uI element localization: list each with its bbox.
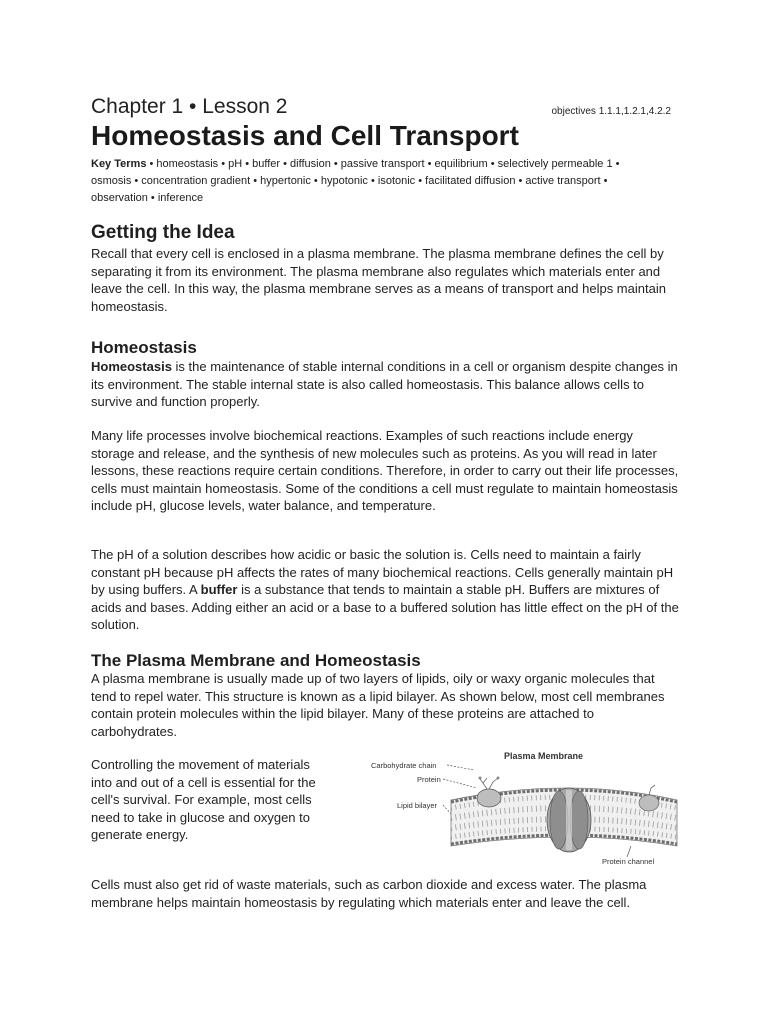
chapter-label: Chapter 1 • Lesson 2 bbox=[91, 95, 288, 118]
homeostasis-paragraph-3: The pH of a solution describes how acidic or basic the solution is. Cells need to maintain a fairly constant pH because pH affects the rates of many biochemical reactions. Cells generally maintain pH by using buffers. A buffer is a substance that tends to maintain a stable pH. Buffers are mixtures of acids and bases. Adding either an acid or a base to a buffered solution has little effect on the pH of the solution. bbox=[91, 547, 679, 632]
key-terms bbox=[91, 156, 661, 207]
label-lipid-bilayer: Lipid bilayer bbox=[397, 801, 438, 810]
surface-protein-shape bbox=[477, 777, 501, 808]
plasma-membrane-paragraph-1: A plasma membrane is usually made up of two layers of lipids, oily or waxy organic molecules that tend to repel water. This structure is known as a lipid bilayer. As shown below, most cell membranes contain protein molecules within the lipid bilayer. Many of these proteins are attached to carbohydrates. bbox=[91, 671, 665, 739]
getting-idea-body: Recall that every cell is enclosed in a plasma membrane. The plasma membrane defines the cell by separating it from its environment. The plasma membrane also regulates which materials enter and leave the cell. In this way, the plasma membrane serves as a means of transport and helps maintain homeostasis. bbox=[91, 246, 666, 314]
page-title: Homeostasis and Cell Transport bbox=[91, 120, 519, 151]
buffer-term: buffer bbox=[200, 582, 238, 597]
homeostasis-paragraph-2: Many life processes involve biochemical reactions. Examples of such reactions include energy storage and release, and the synthesis of new molecules such as proteins. As you will read in later lessons, these reactions require certain conditions. Therefore, in order to carry out their life processes, cells must maintain homeostasis. Some of the conditions a cell must regulate to maintain homeostasis include pH, glucose levels, water balance, and temperature. bbox=[91, 428, 679, 513]
right-protein-shape bbox=[639, 785, 659, 811]
objectives-label: objectives 1.1.1,1.2.1,4.2.2 bbox=[551, 106, 671, 117]
key-terms-list: • homeostasis • pH • buffer • diffusion • passive transport • equilibrium • selectively permeable 1 • osmosis • concentration gradient • hypertonic • hypotonic • isotonic • facilitated diffusion • active transport • observation • inference bbox=[91, 158, 620, 204]
key-terms-label: Key Terms bbox=[91, 158, 147, 170]
label-protein: Protein bbox=[417, 775, 441, 784]
diagram-title: Plasma Membrane bbox=[504, 751, 584, 761]
homeostasis-paragraph-1: Homeostasis is the maintenance of stable internal conditions in a cell or organism despite changes in its environment. The stable internal state is also called homeostasis. This balance allows cells to survive and function properly. bbox=[91, 359, 678, 409]
label-protein-channel: Protein channel bbox=[602, 857, 655, 866]
protein-channel-shape bbox=[547, 788, 591, 852]
homeostasis-heading: Homeostasis bbox=[91, 338, 197, 357]
plasma-membrane-heading: The Plasma Membrane and Homeostasis bbox=[91, 651, 421, 670]
homeostasis-term: Homeostasis bbox=[91, 359, 172, 374]
getting-idea-heading: Getting the Idea bbox=[91, 222, 235, 243]
plasma-membrane-paragraph-3: Cells must also get rid of waste materials, such as carbon dioxide and excess water. The plasma membrane helps maintain homeostasis by regulating which materials enter and leave the cell. bbox=[91, 877, 647, 910]
plasma-membrane-paragraph-2: Controlling the movement of materials into and out of a cell is essential for the cell's survival. For example, most cells need to take in glucose and oxygen to generate energy. bbox=[91, 757, 316, 842]
label-carbohydrate-chain: Carbohydrate chain bbox=[371, 761, 437, 770]
plasma-membrane-diagram bbox=[359, 742, 689, 872]
